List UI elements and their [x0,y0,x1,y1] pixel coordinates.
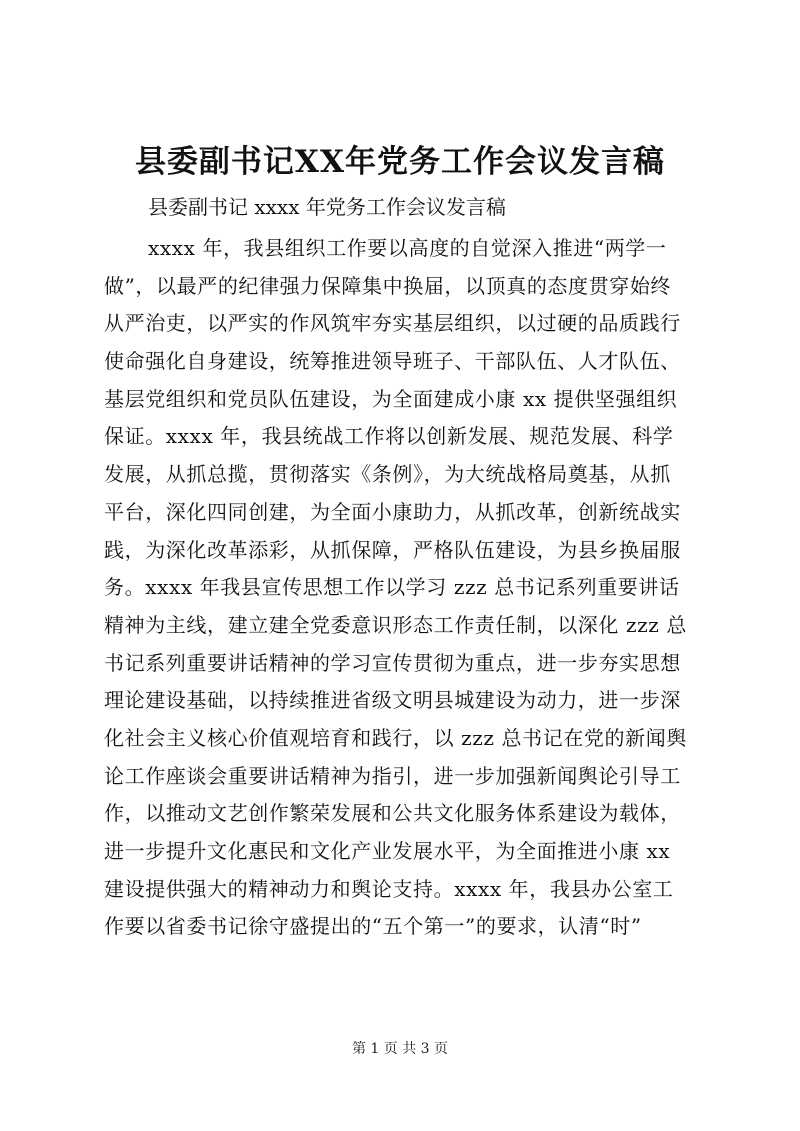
body-line: 论工作座谈会重要讲话精神为指引，进一步加强新闻舆论引导工 [104,763,681,788]
body-line: 发展，从抓总揽，贯彻落实《条例》，为大统战格局奠基，从抓 [104,462,671,487]
document-subtitle: 县委副书记 xxxx 年党务工作会议发言稿 [148,195,506,219]
body-line: 平台，深化四同创建，为全面小康助力，从抓改革，创新统战实 [104,499,681,524]
body-line: 做”，以最严的纪律强力保障集中换届，以顶真的态度贯穿始终 [104,273,672,298]
body-line: 作要以省委书记徐守盛提出的“五个第一”的要求，认清“时” [104,914,642,939]
body-line: 理论建设基础，以持续推进省级文明县城建设为动力，进一步深 [104,688,681,713]
body-line: 使命强化自身建设，统筹推进领导班子、干部队伍、人才队伍、 [104,349,681,374]
body-line: xxxx 年，我县组织工作要以高度的自觉深入推进“两学一 [148,236,667,260]
body-line: 保证。xxxx 年，我县统战工作将以创新发展、规范发展、科学 [104,424,674,449]
body-line: 化社会主义核心价值观培育和践行，以 zzz 总书记在党的新闻舆 [104,725,687,750]
body-line: 建设提供强大的精神动力和舆论支持。xxxx 年，我县办公室工 [104,876,674,901]
body-line: 精神为主线，建立建全党委意识形态工作责任制，以深化 zzz 总 [104,612,687,637]
document-body [104,230,724,946]
body-line: 践，为深化改革添彩，从抓保障，严格队伍建设，为县乡换届服 [104,537,681,562]
body-line: 从严治吏，以严实的作风筑牢夯实基层组织，以过硬的品质践行 [104,311,681,336]
body-line: 作，以推动文艺创作繁荣发展和公共文化服务体系建设为载体， [104,801,681,826]
body-line: 基层党组织和党员队伍建设，为全面建成小康 xx 提供坚强组织 [104,386,678,411]
page-footer: 第 1 页 共 3 页 [351,1041,449,1057]
document-title: 县委副书记XX年党务工作会议发言稿 [134,144,666,180]
body-line: 进一步提升文化惠民和文化产业发展水平，为全面推进小康 xx [104,839,671,863]
body-line: 书记系列重要讲话精神的学习宣传贯彻为重点，进一步夯实思想 [104,650,681,675]
body-line: 务。xxxx 年我县宣传思想工作以学习 zzz 总书记系列重要讲话 [104,575,680,600]
